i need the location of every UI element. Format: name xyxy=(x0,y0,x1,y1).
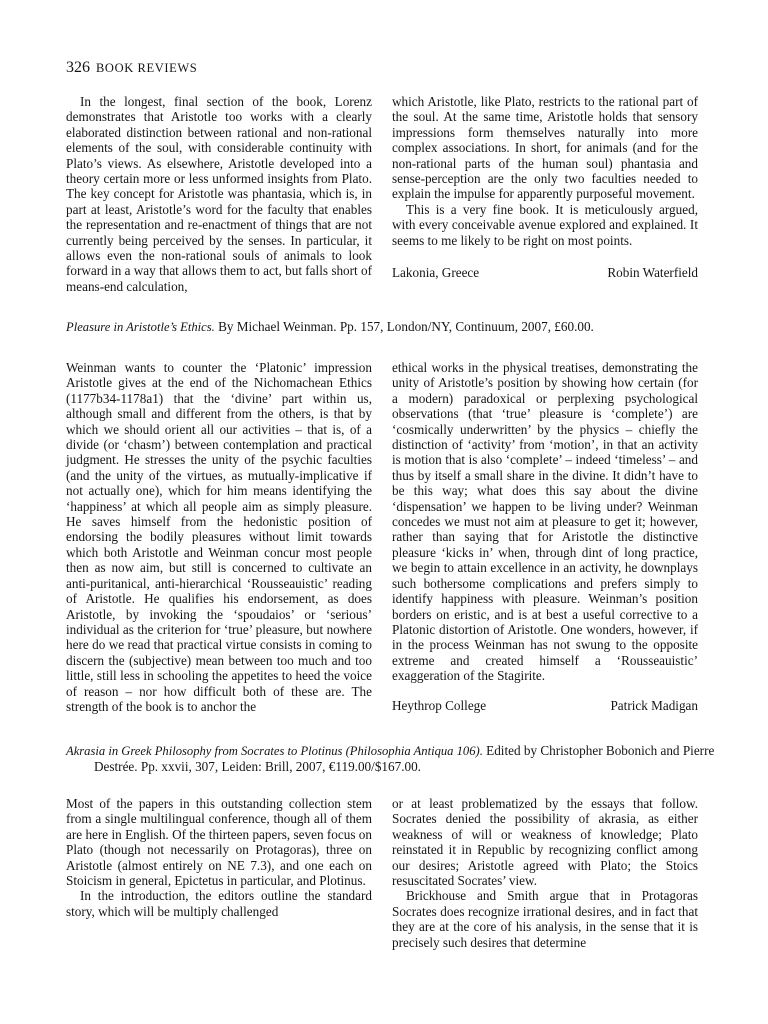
review2-reviewer: Patrick Madigan xyxy=(610,697,698,713)
review3-right-text-1: or at least problematized by the essays that follow. Socrates denied the possibility of akrasia, as either weakness of will or weakness of knowledge; Plato reinstated it in Republic by recognizing conflict among our desires; Aristotle agreed with Plato; the Stoics resuscitated Socrates’ view. xyxy=(392,796,698,889)
page-header xyxy=(66,59,197,77)
review1-left-text: In the longest, final section of the book, Lorenz demonstrates that Aristotle too works with a clearly elaborated distinction between rational and non-rational elements of the soul, with considerable continuity with Plato’s views. As elsewhere, Aristotle developed into a theory certain more or less unformed insights from Plato. The key concept for Aristotle was phantasia, which is, in part at least, Aristotle’s word for the faculty that enables the representation and re-enactment of things that are not currently being perceived by the senses. In particular, it allows even the non-rational souls of animals to look forward in a way that allows them to act, but falls short of means-end calculation, xyxy=(66,94,372,294)
review2-book-details: By Michael Weinman. Pp. 157, London/NY, Continuum, 2007, £60.00. xyxy=(218,319,594,334)
review3-left-text-2: In the introduction, the editors outline the standard story, which will be multiply challenged xyxy=(66,888,372,919)
review2-signature xyxy=(392,698,698,713)
page-number: 326 xyxy=(66,59,90,76)
review1-right-column xyxy=(392,94,698,280)
review2-right-text: ethical works in the physical treatises, demonstrating the unity of Aristotle’s position by showing how certain (for a modern) paradoxical or perplexing psychological observations (that ‘true’ pleasure is ‘complete’) are ‘cosmically underwritten’ by the physics – chiefly the distinction of ‘activity’ from ‘motion’, in that an activity is motion that is also ‘complete’ – indeed ‘timeless’ – and thus by itself a small share in the divine. It didn’t have to be this way; what does this say about the divine ‘dispensation’ we happen to be living under? Weinman concedes we must not aim at pleasure to get it; however, rather than saying that for Aristotle the distinctive pleasure ‘kicks in’ when, through dint of long practice, we begin to attain excellence in an activity, he downplays such bothersome complications and prefers simply to identify happiness with pleasure. Weinman’s position borders on eristic, and is at best a useful corrective to a Platonic distortion of Aristotle. One wonders, however, if in the process Weinman has not swung to the opposite extreme and created himself a ‘Rousseauistic’ exaggeration of the Stagirite. xyxy=(392,360,698,684)
review1-right-text-1: which Aristotle, like Plato, restricts to the rational part of the soul. At the same time, Aristotle holds that sensory impressions form themselves naturally into more complex associations. In short, for animals (and for the non-rational parts of the human soul) phantasia and sense-perception are the only two faculties needed to explain the impulse for apparently purposeful movement. xyxy=(392,94,698,202)
review3-book-details: Edited by Christopher Bobonich and Pierre Destrée. Pp. xxvii, 307, Leiden: Brill, 2007, €119.00/$167.00. xyxy=(94,743,715,775)
review1-reviewer: Robin Waterfield xyxy=(607,265,698,281)
review2-book-title: Pleasure in Aristotle’s Ethics. xyxy=(66,320,215,334)
review1-right-text-2: This is a very fine book. It is meticulously argued, with every conceivable avenue explored and explained. It seems to me likely to be right on most points. xyxy=(392,201,698,248)
review3-left-column xyxy=(66,796,372,919)
running-title: BOOK REVIEWS xyxy=(96,61,198,75)
review3-right-column xyxy=(392,796,698,950)
review2-right-column xyxy=(392,360,698,713)
review3-right-text-2: Brickhouse and Smith argue that in Protagoras Socrates does recognize irrational desires, and in fact that they are at the core of his analysis, in the sense that it is precisely such desires that determine xyxy=(392,888,698,950)
review1-left-column xyxy=(66,94,372,294)
review1-signature xyxy=(392,265,698,280)
review3-book-title: Akrasia in Greek Philosophy from Socrates to Plotinus (Philosophia Antiqua 106). xyxy=(66,744,483,758)
review2-book-heading xyxy=(66,319,698,335)
review2-place: Heythrop College xyxy=(392,697,487,713)
review2-left-column xyxy=(66,360,372,714)
review2-left-text: Weinman wants to counter the ‘Platonic’ impression Aristotle gives at the end of the Nichomachean Ethics (1177b34-1178a1) that the ‘divine’ part within us, although small and different from the others, is that by which we should orient all our activities – that is, of a divide (or ‘chasm’) between contemplation and practical judgment. He stresses the unity of the psychic faculties (and the unity of the virtues, as mutually-implicative if not actually one), which for him means identifying the ‘happiness’ at which all people aim as simply pleasure. He saves himself from the hedonistic position of endorsing the bodily pleasures without limit towards which both Aristotle and Weinman concur most people then as now aim, but still is concerned to cultivate an anti-puritanical, anti-hierarchical ‘Rousseauistic’ reading of Aristotle. He qualifies his endorsement, as does Aristotle, by invoking the ‘spoudaios’ or ‘serious’ individual as the criterion for ‘true’ pleasure, but nowhere here do we read that practical virtue consists in coming to discern the (subjective) mean between too much and too little, still less in schooling the appetites to heed the voice of reason – nor how difficult both of these are. The strength of the book is to anchor the xyxy=(66,360,372,714)
review3-book-heading xyxy=(66,743,726,775)
review1-place: Lakonia, Greece xyxy=(392,265,480,281)
review3-left-text-1: Most of the papers in this outstanding collection stem from a single multilingual conference, though all of them are here in English. Of the thirteen papers, seven focus on Plato (though not necessarily on Protagoras), three on Aristotle (almost entirely on NE 7.3), and one each on Stoicism in general, Epictetus in particular, and Plotinus. xyxy=(66,796,372,889)
